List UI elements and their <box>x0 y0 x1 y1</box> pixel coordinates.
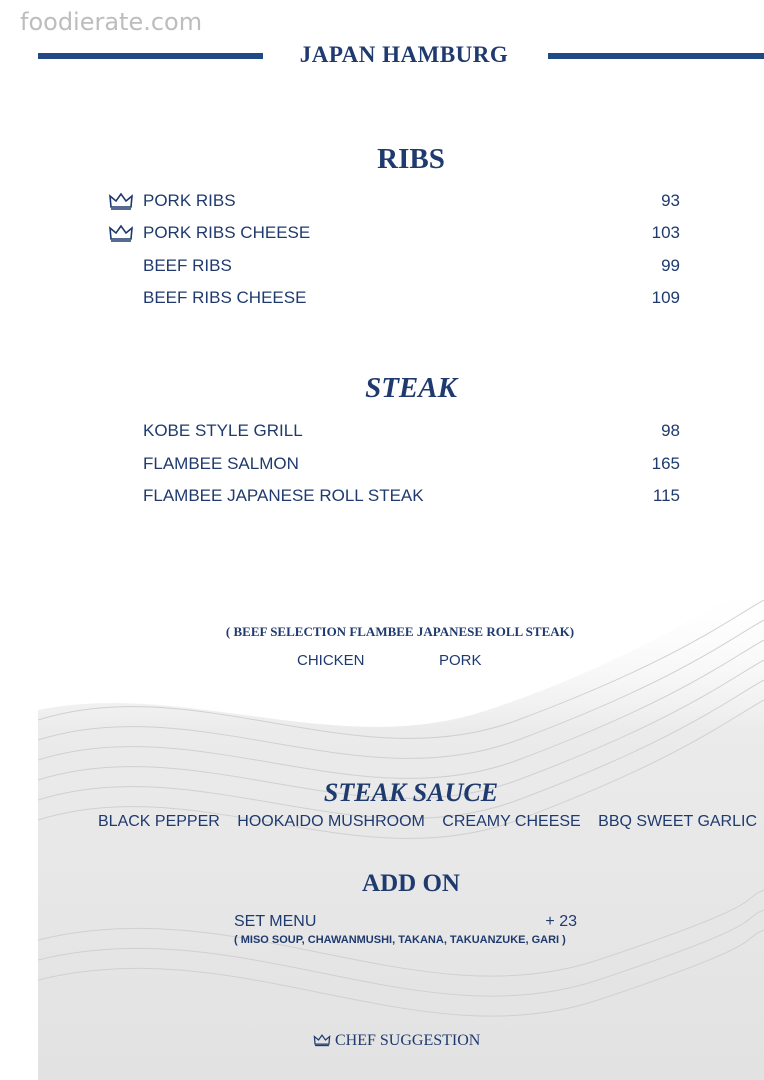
menu-item-beef-ribs <box>108 254 680 280</box>
restaurant-name: JAPAN HAMBURG <box>299 42 509 67</box>
menu-item-pork-ribs-cheese <box>108 221 680 247</box>
sauce-list <box>98 813 764 831</box>
add-on-section-title: ADD ON <box>362 870 460 897</box>
item-price: 115 <box>652 486 680 505</box>
item-name: PORK RIBS CHEESE <box>143 223 311 242</box>
sauce-item: HOOKAIDO MUSHROOM <box>237 813 425 830</box>
item-price: 103 <box>651 223 680 242</box>
selection-option-chicken: CHICKEN <box>297 652 365 669</box>
addon-item-name: SET MENU <box>234 913 317 930</box>
menu-item-flambee-japanese-roll-steak <box>108 484 680 510</box>
item-price: 109 <box>651 288 680 307</box>
item-price: 93 <box>661 191 680 210</box>
ribs-section-title: RIBS <box>377 143 445 175</box>
item-name: BEEF RIBS <box>143 256 232 275</box>
watermark: foodierate.com <box>20 8 203 36</box>
menu-item-flambee-salmon <box>108 452 680 478</box>
selection-option-pork: PORK <box>439 652 482 669</box>
menu-item-beef-ribs-cheese <box>108 286 680 312</box>
sauce-item: CREAMY CHEESE <box>442 813 581 830</box>
item-price: 165 <box>651 454 680 473</box>
chef-suggestion-legend <box>313 1032 480 1050</box>
crown-icon <box>108 224 134 242</box>
menu-item-kobe-style-grill <box>108 419 680 445</box>
steak-section-title: STEAK <box>365 372 457 404</box>
item-price: 98 <box>661 421 680 440</box>
chef-suggestion-label: CHEF SUGGESTION <box>335 1032 481 1049</box>
item-name: FLAMBEE SALMON <box>143 454 299 473</box>
crown-icon <box>313 1033 331 1047</box>
sauce-item: BLACK PEPPER <box>98 813 220 830</box>
item-name: FLAMBEE JAPANESE ROLL STEAK <box>143 486 424 505</box>
menu-item-pork-ribs <box>108 189 680 215</box>
item-price: 99 <box>661 256 680 275</box>
addon-description: ( MISO SOUP, CHAWANMUSHI, TAKANA, TAKUANZUKE, GARI ) <box>234 934 566 946</box>
beef-selection-note: ( BEEF SELECTION FLAMBEE JAPANESE ROLL STEAK) <box>225 624 575 639</box>
crown-icon <box>108 192 134 210</box>
item-name: PORK RIBS <box>143 191 236 210</box>
item-name: KOBE STYLE GRILL <box>143 421 303 440</box>
addon-price: + 23 <box>545 913 577 930</box>
addon-set-menu <box>234 913 577 931</box>
item-name: BEEF RIBS CHEESE <box>143 288 307 307</box>
sauce-item: BBQ SWEET GARLIC <box>598 813 758 830</box>
steak-sauce-section-title: STEAK SAUCE <box>323 778 499 807</box>
